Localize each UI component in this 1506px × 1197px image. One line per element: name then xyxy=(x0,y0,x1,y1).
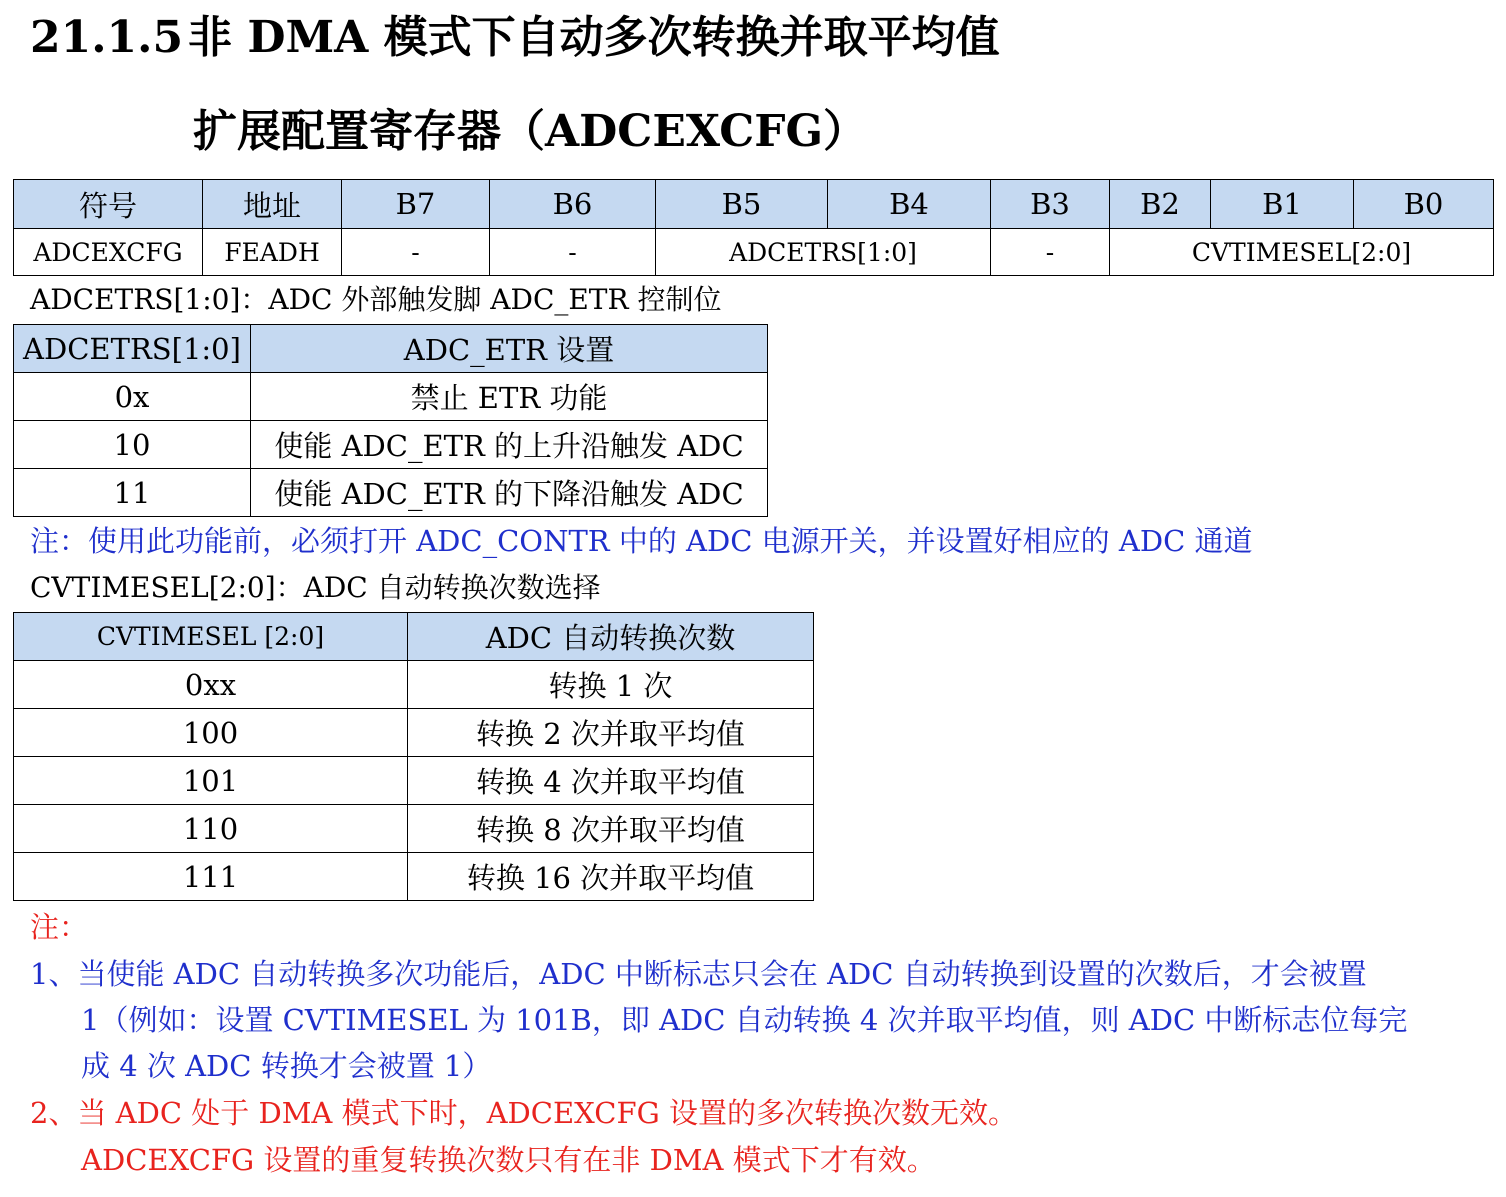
table-cell: 111 xyxy=(14,853,408,901)
table-header-row xyxy=(14,613,814,661)
table-row xyxy=(14,661,814,709)
cvtimesel-header-count: ADC 自动转换次数 xyxy=(408,613,814,661)
cell-adcetrs: ADCETRS[1:0] xyxy=(656,229,991,276)
cell-address: FEADH xyxy=(203,229,342,276)
notes-title: 注： xyxy=(30,910,89,944)
cell-b3: - xyxy=(991,229,1110,276)
table-row xyxy=(14,421,768,469)
header-address: 地址 xyxy=(203,180,342,229)
table-cell: 11 xyxy=(14,469,251,517)
section-number: 21.1.5 xyxy=(30,12,184,63)
table-cell: 101 xyxy=(14,757,408,805)
note-1-line-3: 成 4 次 ADC 转换才会被置 1） xyxy=(81,1049,492,1083)
table-cell: 转换 8 次并取平均值 xyxy=(408,805,814,853)
note-2-line-2: ADCEXCFG 设置的重复转换次数只有在非 DMA 模式下才有效。 xyxy=(81,1143,936,1177)
cell-symbol: ADCEXCFG xyxy=(14,229,203,276)
header-b3: B3 xyxy=(991,180,1110,229)
header-b1: B1 xyxy=(1211,180,1354,229)
table-cell: 转换 2 次并取平均值 xyxy=(408,709,814,757)
table-row xyxy=(14,709,814,757)
register-subtitle: 扩展配置寄存器（ADCEXCFG） xyxy=(193,106,868,157)
header-b2: B2 xyxy=(1110,180,1211,229)
header-b7: B7 xyxy=(342,180,490,229)
register-value-row xyxy=(14,229,1494,276)
table-cell: 转换 16 次并取平均值 xyxy=(408,853,814,901)
table-cell: 转换 1 次 xyxy=(408,661,814,709)
header-symbol: 符号 xyxy=(14,180,203,229)
header-b4: B4 xyxy=(828,180,991,229)
register-header-row xyxy=(14,180,1494,229)
header-b0: B0 xyxy=(1354,180,1494,229)
table-row xyxy=(14,805,814,853)
note-1-line-1: 1、当使能 ADC 自动转换多次功能后，ADC 中断标志只会在 ADC 自动转换到设置的次数后，才会被置 xyxy=(30,957,1367,991)
table-cell: 禁止 ETR 功能 xyxy=(251,373,768,421)
section-title: 非 DMA 模式下自动多次转换并取平均值 xyxy=(188,12,1000,63)
cvtimesel-header-value: CVTIMESEL [2:0] xyxy=(14,613,408,661)
cell-cvtimesel: CVTIMESEL[2:0] xyxy=(1110,229,1494,276)
adcetrs-note: 注：使用此功能前，必须打开 ADC_CONTR 中的 ADC 电源开关，并设置好相应的 ADC 通道 xyxy=(30,524,1253,558)
adcetrs-header-value: ADCETRS[1:0] xyxy=(14,325,251,373)
table-cell: 转换 4 次并取平均值 xyxy=(408,757,814,805)
cvtimesel-table xyxy=(13,612,814,901)
adcetrs-table xyxy=(13,324,768,517)
register-table xyxy=(13,179,1494,276)
table-cell: 10 xyxy=(14,421,251,469)
table-cell: 使能 ADC_ETR 的上升沿触发 ADC xyxy=(251,421,768,469)
table-cell: 使能 ADC_ETR 的下降沿触发 ADC xyxy=(251,469,768,517)
table-row xyxy=(14,469,768,517)
table-cell: 0xx xyxy=(14,661,408,709)
table-header-row xyxy=(14,325,768,373)
table-cell: 110 xyxy=(14,805,408,853)
table-row xyxy=(14,373,768,421)
table-cell: 0x xyxy=(14,373,251,421)
adcetrs-header-setting: ADC_ETR 设置 xyxy=(251,325,768,373)
section-heading xyxy=(30,10,1000,66)
header-b5: B5 xyxy=(656,180,828,229)
note-1-line-2: 1（例如：设置 CVTIMESEL 为 101B，即 ADC 自动转换 4 次并取平均值，则 ADC 中断标志位每完 xyxy=(81,1003,1408,1037)
table-row xyxy=(14,853,814,901)
note-2-line-1: 2、当 ADC 处于 DMA 模式下时，ADCEXCFG 设置的多次转换次数无效。 xyxy=(30,1096,1017,1130)
cell-b6: - xyxy=(490,229,656,276)
adcetrs-label: ADCETRS[1:0]：ADC 外部触发脚 ADC_ETR 控制位 xyxy=(30,283,722,316)
cvtimesel-label: CVTIMESEL[2:0]：ADC 自动转换次数选择 xyxy=(30,571,601,604)
table-row xyxy=(14,757,814,805)
table-cell: 100 xyxy=(14,709,408,757)
cell-b7: - xyxy=(342,229,490,276)
header-b6: B6 xyxy=(490,180,656,229)
